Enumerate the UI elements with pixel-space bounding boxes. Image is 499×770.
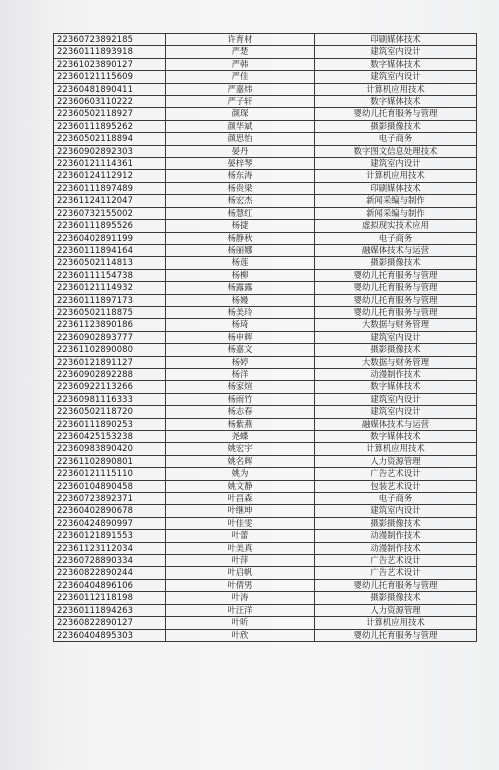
table-row	[54, 431, 477, 443]
table-row	[54, 34, 477, 46]
student-id-cell: 22360111895526	[54, 220, 166, 232]
table-row	[54, 493, 477, 505]
student-name-cell: 叶启帆	[166, 567, 315, 579]
major-cell: 大数据与财务管理	[315, 356, 477, 368]
student-id-cell: 22360481890411	[54, 83, 166, 95]
table-row	[54, 629, 477, 641]
student-id-cell: 22360121891553	[54, 530, 166, 542]
student-name-cell: 严楚	[166, 46, 315, 58]
student-id-cell: 22361102890080	[54, 344, 166, 356]
student-id-cell: 22360502118720	[54, 406, 166, 418]
student-name-cell: 叶美真	[166, 542, 315, 554]
student-name-cell: 叶佳雯	[166, 517, 315, 529]
table-row	[54, 617, 477, 629]
major-cell: 新闻采编与制作	[315, 207, 477, 219]
student-id-cell: 22360502118894	[54, 133, 166, 145]
table-row	[54, 108, 477, 120]
student-name-cell: 杨宏杰	[166, 195, 315, 207]
student-name-cell: 杨嘉文	[166, 344, 315, 356]
major-cell: 摄影摄像技术	[315, 120, 477, 132]
student-name-cell: 杨贵梁	[166, 182, 315, 194]
student-id-cell: 22361023890127	[54, 58, 166, 70]
student-id-cell: 22360723892185	[54, 34, 166, 46]
table-row	[54, 555, 477, 567]
student-id-cell: 22361124112047	[54, 195, 166, 207]
major-cell: 婴幼儿托育服务与管理	[315, 629, 477, 641]
major-cell: 摄影摄像技术	[315, 344, 477, 356]
student-name-cell: 杨静秋	[166, 232, 315, 244]
student-id-cell: 22360111894164	[54, 244, 166, 256]
table-row	[54, 83, 477, 95]
major-cell: 融媒体技术与运营	[315, 244, 477, 256]
student-name-cell: 杨家煊	[166, 381, 315, 393]
major-cell: 摄影摄像技术	[315, 257, 477, 269]
student-id-cell: 22360603110222	[54, 96, 166, 108]
student-name-cell: 杨婷	[166, 356, 315, 368]
table-row	[54, 71, 477, 83]
table-row	[54, 443, 477, 455]
student-id-cell: 22360121114932	[54, 282, 166, 294]
student-id-cell: 22361123890186	[54, 319, 166, 331]
table-row	[54, 393, 477, 405]
student-name-cell: 杨琦	[166, 319, 315, 331]
table-row	[54, 604, 477, 616]
major-cell: 动漫制作技术	[315, 542, 477, 554]
table-row	[54, 158, 477, 170]
major-cell: 计算机应用技术	[315, 617, 477, 629]
student-name-cell: 叶涛	[166, 592, 315, 604]
major-cell: 新闻采编与制作	[315, 195, 477, 207]
table-row	[54, 592, 477, 604]
major-cell: 婴幼儿托育服务与管理	[315, 108, 477, 120]
major-cell: 数字图文信息处理技术	[315, 145, 477, 157]
student-id-cell: 22360424890997	[54, 517, 166, 529]
student-name-cell: 姚文静	[166, 480, 315, 492]
table-row	[54, 356, 477, 368]
student-id-cell: 22360402890678	[54, 505, 166, 517]
student-name-cell: 叶汪洋	[166, 604, 315, 616]
major-cell: 印刷媒体技术	[315, 34, 477, 46]
major-cell: 数字媒体技术	[315, 381, 477, 393]
table-row	[54, 145, 477, 157]
major-cell: 婴幼儿托育服务与管理	[315, 282, 477, 294]
major-cell: 大数据与财务管理	[315, 319, 477, 331]
student-id-cell: 22360732155002	[54, 207, 166, 219]
student-name-cell: 叶继坤	[166, 505, 315, 517]
major-cell: 人力资源管理	[315, 455, 477, 467]
student-name-cell: 姚为	[166, 468, 315, 480]
student-id-cell: 22360111890253	[54, 418, 166, 430]
student-name-cell: 杨嫚	[166, 294, 315, 306]
table-row	[54, 207, 477, 219]
student-name-cell: 杨露露	[166, 282, 315, 294]
major-cell: 虚拟现实技术应用	[315, 220, 477, 232]
student-name-cell: 杨洋	[166, 368, 315, 380]
student-name-cell: 叶昌森	[166, 493, 315, 505]
student-name-cell: 杨紫燕	[166, 418, 315, 430]
table-row	[54, 368, 477, 380]
student-id-cell: 22360502118875	[54, 306, 166, 318]
student-id-cell: 22360402891199	[54, 232, 166, 244]
student-name-cell: 杨东涛	[166, 170, 315, 182]
major-cell: 摄影摄像技术	[315, 592, 477, 604]
table-row	[54, 195, 477, 207]
student-id-cell: 22360922113266	[54, 381, 166, 393]
student-id-cell: 22360111893918	[54, 46, 166, 58]
student-name-cell: 严嘉炜	[166, 83, 315, 95]
major-cell: 印刷媒体技术	[315, 182, 477, 194]
student-id-cell: 22360728890334	[54, 555, 166, 567]
student-name-cell: 晏丹	[166, 145, 315, 157]
student-name-cell: 杨志春	[166, 406, 315, 418]
student-name-cell: 杨柳	[166, 269, 315, 281]
student-name-cell: 叶欣	[166, 629, 315, 641]
table-row	[54, 505, 477, 517]
student-name-cell: 叶蕾	[166, 530, 315, 542]
student-id-cell: 22360111897173	[54, 294, 166, 306]
student-id-cell: 22360404896106	[54, 579, 166, 591]
student-name-cell: 杨申辉	[166, 331, 315, 343]
student-id-cell: 22360121115110	[54, 468, 166, 480]
student-id-cell: 22360502118927	[54, 108, 166, 120]
major-cell: 建筑室内设计	[315, 46, 477, 58]
student-name-cell: 杨美玲	[166, 306, 315, 318]
major-cell: 婴幼儿托育服务与管理	[315, 306, 477, 318]
major-cell: 包装艺术设计	[315, 480, 477, 492]
major-cell: 建筑室内设计	[315, 406, 477, 418]
student-id-cell: 22360902892288	[54, 368, 166, 380]
student-id-cell: 22360111897489	[54, 182, 166, 194]
student-name-cell: 颜华斌	[166, 120, 315, 132]
student-roster-table	[53, 33, 477, 642]
major-cell: 建筑室内设计	[315, 71, 477, 83]
major-cell: 建筑室内设计	[315, 505, 477, 517]
student-id-cell: 22361123112034	[54, 542, 166, 554]
student-name-cell: 叶倩男	[166, 579, 315, 591]
major-cell: 数字媒体技术	[315, 431, 477, 443]
table-row	[54, 542, 477, 554]
student-name-cell: 晏梓琴	[166, 158, 315, 170]
table-row	[54, 517, 477, 529]
table-row	[54, 46, 477, 58]
major-cell: 广告艺术设计	[315, 555, 477, 567]
roster-body	[54, 34, 477, 642]
student-id-cell: 22361102890801	[54, 455, 166, 467]
table-row	[54, 530, 477, 542]
student-name-cell: 颜思怡	[166, 133, 315, 145]
student-id-cell: 22360822890244	[54, 567, 166, 579]
major-cell: 婴幼儿托育服务与管理	[315, 294, 477, 306]
table-row	[54, 418, 477, 430]
student-name-cell: 杨慧红	[166, 207, 315, 219]
student-id-cell: 22360111895262	[54, 120, 166, 132]
table-row	[54, 58, 477, 70]
table-row	[54, 120, 477, 132]
table-row	[54, 406, 477, 418]
table-row	[54, 381, 477, 393]
student-name-cell: 严韩	[166, 58, 315, 70]
table-row	[54, 480, 477, 492]
student-id-cell: 22360902892303	[54, 145, 166, 157]
student-id-cell: 22360121891127	[54, 356, 166, 368]
table-row	[54, 244, 477, 256]
table-row	[54, 220, 477, 232]
table-row	[54, 133, 477, 145]
major-cell: 人力资源管理	[315, 604, 477, 616]
table-row	[54, 269, 477, 281]
major-cell: 电子商务	[315, 232, 477, 244]
table-row	[54, 344, 477, 356]
major-cell: 动漫制作技术	[315, 530, 477, 542]
table-row	[54, 331, 477, 343]
major-cell: 婴幼儿托育服务与管理	[315, 269, 477, 281]
student-id-cell: 22360104890458	[54, 480, 166, 492]
major-cell: 广告艺术设计	[315, 468, 477, 480]
student-id-cell: 22360425153238	[54, 431, 166, 443]
major-cell: 建筑室内设计	[315, 158, 477, 170]
table-row	[54, 468, 477, 480]
student-name-cell: 严子轩	[166, 96, 315, 108]
student-id-cell: 22360121115609	[54, 71, 166, 83]
student-name-cell: 姚宏宇	[166, 443, 315, 455]
student-name-cell: 杨捷	[166, 220, 315, 232]
major-cell: 广告艺术设计	[315, 567, 477, 579]
table-row	[54, 232, 477, 244]
student-id-cell: 22360404895303	[54, 629, 166, 641]
major-cell: 计算机应用技术	[315, 443, 477, 455]
student-name-cell: 杨雨竹	[166, 393, 315, 405]
student-name-cell: 严佳	[166, 71, 315, 83]
student-name-cell: 姚名辉	[166, 455, 315, 467]
student-id-cell: 22360502114813	[54, 257, 166, 269]
student-name-cell: 颜琛	[166, 108, 315, 120]
major-cell: 数字媒体技术	[315, 96, 477, 108]
table-row	[54, 579, 477, 591]
major-cell: 电子商务	[315, 493, 477, 505]
student-id-cell: 22360902893777	[54, 331, 166, 343]
table-row	[54, 96, 477, 108]
table-row	[54, 170, 477, 182]
major-cell: 婴幼儿托育服务与管理	[315, 579, 477, 591]
major-cell: 动漫制作技术	[315, 368, 477, 380]
student-id-cell: 22360111154738	[54, 269, 166, 281]
student-name-cell: 叶萍	[166, 555, 315, 567]
major-cell: 摄影摄像技术	[315, 517, 477, 529]
major-cell: 融媒体技术与运营	[315, 418, 477, 430]
table-row	[54, 306, 477, 318]
student-name-cell: 尧蝶	[166, 431, 315, 443]
student-id-cell: 22360822890127	[54, 617, 166, 629]
table-row	[54, 567, 477, 579]
major-cell: 建筑室内设计	[315, 393, 477, 405]
table-row	[54, 319, 477, 331]
major-cell: 数字媒体技术	[315, 58, 477, 70]
student-name-cell: 杨莲	[166, 257, 315, 269]
student-name-cell: 杨丽娜	[166, 244, 315, 256]
student-id-cell: 22360983890420	[54, 443, 166, 455]
student-name-cell: 许育材	[166, 34, 315, 46]
major-cell: 建筑室内设计	[315, 331, 477, 343]
table-row	[54, 282, 477, 294]
student-id-cell: 22360112118198	[54, 592, 166, 604]
student-id-cell: 22360121114361	[54, 158, 166, 170]
table-row	[54, 455, 477, 467]
table-row	[54, 294, 477, 306]
student-id-cell: 22360111894263	[54, 604, 166, 616]
table-row	[54, 182, 477, 194]
major-cell: 电子商务	[315, 133, 477, 145]
major-cell: 计算机应用技术	[315, 170, 477, 182]
major-cell: 计算机应用技术	[315, 83, 477, 95]
student-id-cell: 22360723892371	[54, 493, 166, 505]
table-row	[54, 257, 477, 269]
student-id-cell: 22360124112912	[54, 170, 166, 182]
student-id-cell: 22360981116333	[54, 393, 166, 405]
student-name-cell: 叶昕	[166, 617, 315, 629]
